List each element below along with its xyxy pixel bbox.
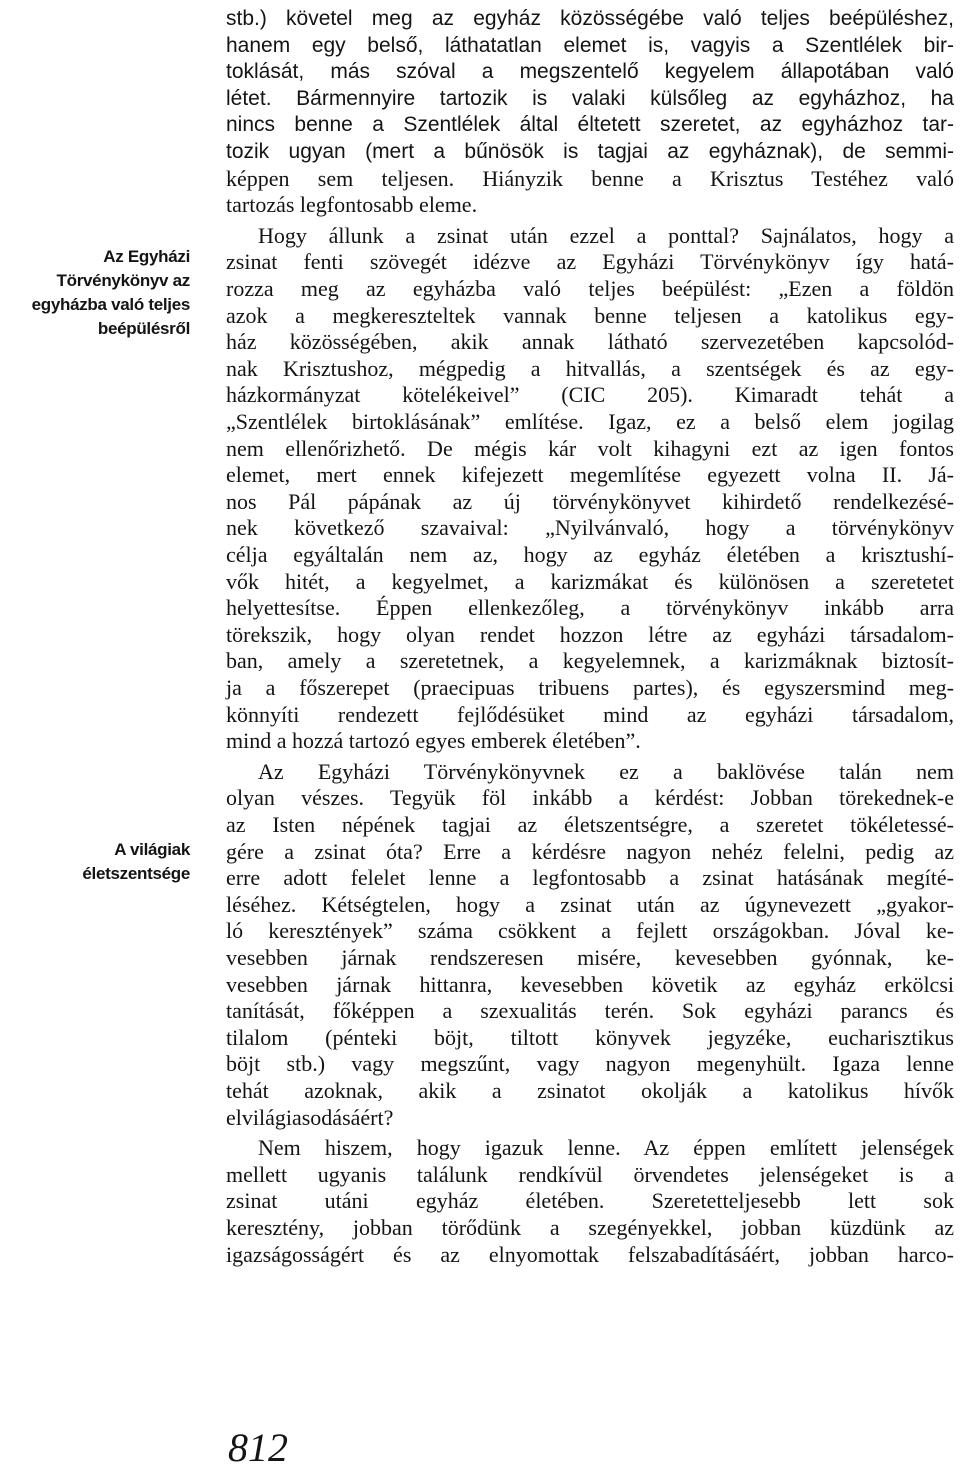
text-line: vesebben járnak rendszeresen misére, kevesebben gyónnak, ke- [226,945,954,970]
text-line: ja a főszerepet (praecipuas tribuens partes), és egyszersmind meg- [226,675,954,700]
text-line: nek következő szavaival: „Nyilvánvaló, hogy a törvénykönyv [226,515,954,541]
sidenote-canon-law [0,245,190,341]
text-line: „Szentlélek birtoklásának” említése. Igaz, ez a belső elem jogilag [226,409,954,434]
text-line: könnyíti rendezett fejlődésüket mind az egyházi társadalom, [226,701,954,727]
text-line: mind a hozzá tartozó egyes emberek életében”. [226,728,641,754]
text-line: képpen sem teljesen. Hiányzik benne a Krisztus Testéhez való [226,165,954,191]
text-line: tartozás legfontosabb eleme. [226,192,478,218]
text-line: ló keresztények” száma csökkent a fejlett országokban. Jóval ke- [226,918,954,944]
sidenote-line: Az Egyházi [103,247,190,266]
text-line: ház közösségében, akik annak látható szervezetében kapcsolód- [226,329,954,355]
text-line: gére a zsinat óta? Erre a kérdésre nagyon nehéz felelni, pedig az [226,838,954,864]
text-line: keresztény, jobban törődünk a szegényekkel, jobban küzdünk az [226,1215,954,1240]
text-line: vők hitét, a kegyelmet, a karizmákat és különösen a szeretetet [226,568,954,594]
text-line: böjt stb.) vagy megszűnt, vagy nagyon megenyhült. Igaza lenne [226,1051,954,1077]
text-line: zsinat utáni egyház életében. Szeretetteljesebb lett sok [226,1188,954,1214]
text-line: mellett ugyanis találunk rendkívül örvendetes jelenségeket is a [226,1161,954,1187]
text-line: rozza meg az egyházba való teljes beépülést: „Ezen a földön [226,276,954,301]
text-line: olyan vészes. Tegyük föl inkább a kérdést: Jobban törekednek-e [226,785,954,811]
text-line: toklását, más szóval a megszentelő kegyelem állapotában való [226,60,954,84]
text-line: nos Pál pápának az új törvénykönyvet kihirdető rendelkezésé- [226,488,954,514]
text-line: házkormányzat kötelékeivel” (CIC 205). Kimaradt tehát a [226,382,954,408]
sidenote-line: Törvénykönyv az [56,271,190,290]
sidenote-line: életszentsége [82,864,190,883]
text-line: Az Egyházi Törvénykönyvnek ez a baklövése talán nem [258,758,954,784]
text-line: törekszik, hogy olyan rendet hozzon létre az egyházi társadalom- [226,621,954,647]
text-line: Hogy állunk a zsinat után ezzel a ponttal? Sajnálatos, hogy a [258,222,954,248]
text-line: tehát azoknak, akik a zsinatot okolják a katolikus hívők [226,1078,954,1103]
text-line: tanítását, főképpen a szexualitás terén. Sok egyházi parancs és [226,998,954,1024]
sidenote-line: A világiak [114,840,190,859]
sidenote-holiness-of-laity [0,838,190,886]
text-line: nak Krisztushoz, mégpedig a hitvallás, a szentségek és az egy- [226,355,954,381]
text-line: helyettesítse. Éppen ellenkezőleg, a törvénykönyv inkább arra [226,595,954,621]
text-line: elvilágiasodásáért? [226,1104,394,1130]
text-line: zsinat fenti szövegét idézve az Egyházi Törvénykönyv így hatá- [226,249,954,275]
text-line: Nem hiszem, hogy igazuk lenne. Az éppen említett jelenségek [258,1135,954,1161]
sidenote-line: beépülésről [97,319,190,338]
text-line: ban, amely a szeretetnek, a kegyelemnek, a karizmáknak biztosít- [226,648,954,674]
text-line: célja egyáltalán nem az, hogy az egyház életében a krisztushí- [226,542,954,567]
text-line: tilalom (pénteki böjt, tiltott könyvek jegyzéke, eucharisztikus [226,1024,954,1050]
sidenote-line: egyházba való teljes [31,295,190,314]
text-line: igazságosságért és az elnyomottak felszabadításáért, jobban harco- [226,1241,954,1267]
text-line: az Isten népének tagjai az életszentségre, a szeretet tökéletessé- [226,812,954,837]
text-line: hanem egy belső, láthatatlan elemet is, vagyis a Szentlélek bir- [226,33,954,57]
text-line: nem ellenőrizhető. De mégis kár volt kihagyni ezt az igen fontos [226,435,954,461]
text-line: nincs benne a Szentlélek által éltetett szeretet, az egyházhoz tar- [226,113,954,137]
text-line: elemet, mert ennek kifejezett megemlítése egyezett volna II. Já- [226,462,954,488]
text-line: léséhez. Kétségtelen, hogy a zsinat után az úgynevezett „gyakor- [226,891,954,917]
text-line: azok a megkereszteltek vannak benne teljesen a katolikus egy- [226,302,954,328]
text-line: létet. Bármennyire tartozik is valaki külsőleg az egyházhoz, ha [226,86,954,110]
text-line: erre adott felelet lenne a legfontosabb a zsinat hatásának megíté- [226,865,954,891]
text-line: tozik ugyan (mert a bűnösök is tagjai az egyháznak), de semmi- [226,140,954,163]
text-line: stb.) követel meg az egyház közösségébe való teljes beépüléshez, [226,7,954,30]
text-line: vesebben járnak hittanra, kevesebben követik az egyház erkölcsi [226,971,954,997]
page-number: 812 [228,1425,288,1470]
